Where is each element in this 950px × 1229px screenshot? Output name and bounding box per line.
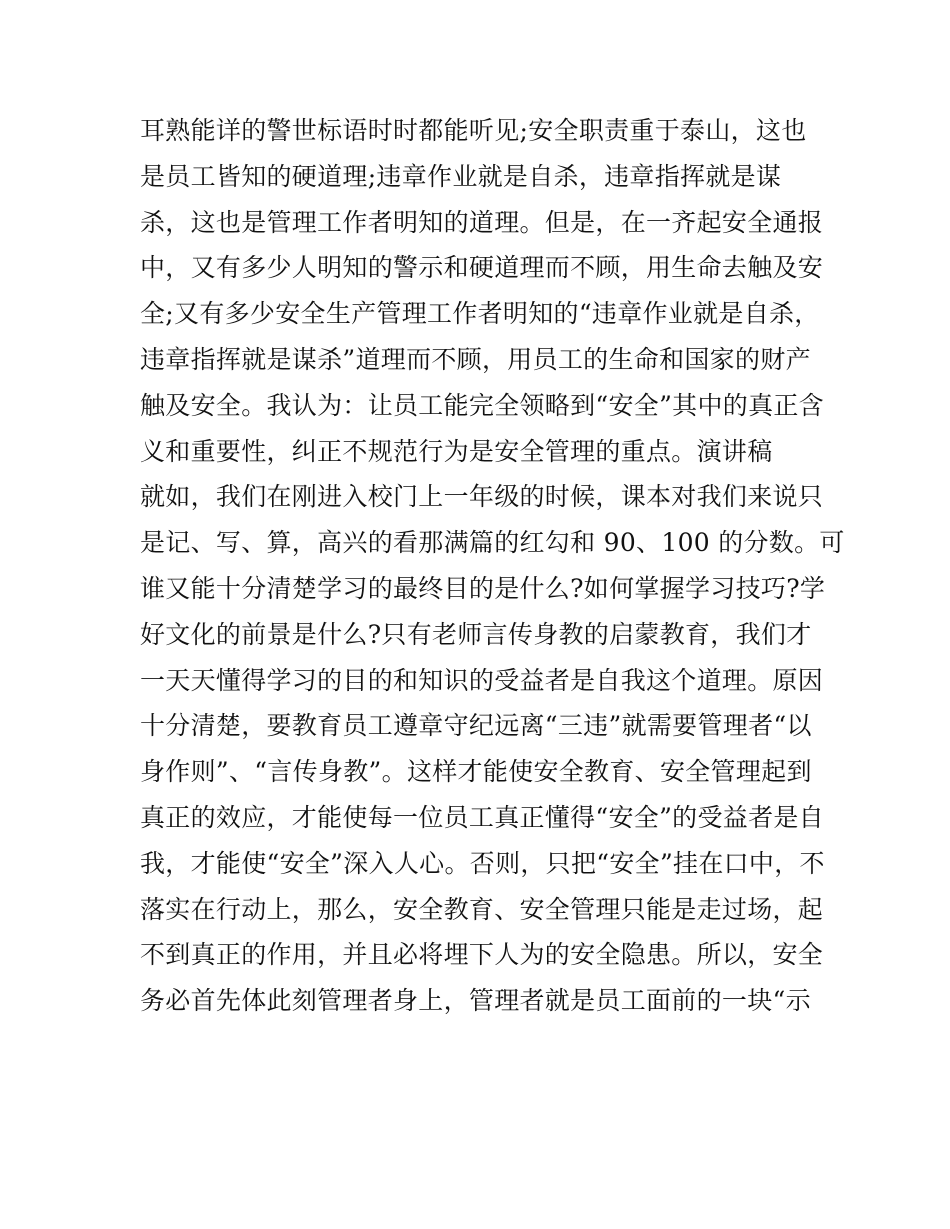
text-line: 不到真正的作用，并且必将埋下人为的安全隐患。所以，安全 xyxy=(140,940,824,970)
text-line: 触及安全。我认为：让员工能完全领略到“安全”其中的真正含 xyxy=(140,390,824,420)
text-line: 真正的效应，才能使每一位员工真正懂得“安全”的受益者是自 xyxy=(140,802,824,832)
text-line: 全;又有多少安全生产管理工作者明知的“违章作业就是自杀， xyxy=(140,299,820,329)
text-line: 是记、写、算，高兴的看那满篇的红勾和 90、100 的分数。可 xyxy=(140,528,845,558)
text-line: 谁又能十分清楚学习的最终目的是什么?如何掌握学习技巧?学 xyxy=(140,573,826,603)
text-line: 是员工皆知的硬道理;违章作业就是自杀，违章指挥就是谋 xyxy=(140,161,782,191)
text-line: 身作则”、“言传身教”。这样才能使安全教育、安全管理起到 xyxy=(140,757,812,787)
text-line: 杀，这也是管理工作者明知的道理。但是，在一齐起安全通报 xyxy=(140,207,824,237)
text-line: 落实在行动上，那么，安全教育、安全管理只能是走过场，起 xyxy=(140,894,824,924)
text-line: 务必首先体此刻管理者身上，管理者就是员工面前的一块“示 xyxy=(140,986,811,1016)
text-line: 耳熟能详的警世标语时时都能听见;安全职责重于泰山，这也 xyxy=(140,116,807,145)
body-text xyxy=(140,108,845,1024)
text-line: 义和重要性，纠正不规范行为是安全管理的重点。演讲稿 xyxy=(140,436,773,466)
text-line: 中，又有多少人明知的警示和硬道理而不顾，用生命去触及安 xyxy=(140,253,824,283)
text-line: 就如，我们在刚进入校门上一年级的时候，课本对我们来说只 xyxy=(140,482,824,512)
text-line: 好文化的前景是什么?只有老师言传身教的启蒙教育，我们才 xyxy=(140,619,812,649)
text-line: 我，才能使“安全”深入人心。否则，只把“安全”挂在口中，不 xyxy=(140,848,825,878)
text-line: 十分清楚，要教育员工遵章守纪远离“三违”就需要管理者“以 xyxy=(140,711,812,741)
text-line: 一天天懂得学习的目的和知识的受益者是自我这个道理。原因 xyxy=(140,665,824,695)
text-line: 违章指挥就是谋杀”道理而不顾，用员工的生命和国家的财产 xyxy=(140,344,811,374)
